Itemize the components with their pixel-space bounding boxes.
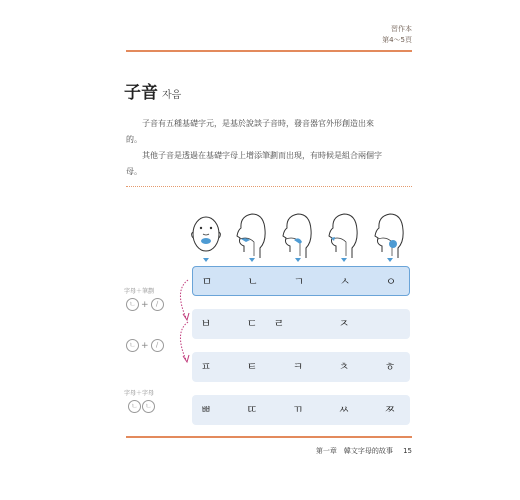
jamo: ㅌ (246, 360, 258, 373)
marker-2 (249, 258, 255, 262)
letter-circle-icon: ㄴ (126, 298, 139, 311)
section-title (124, 78, 181, 103)
jamo: ㅎ (384, 360, 396, 373)
chapter-title: 第一章 韓文字母的故事 (315, 447, 393, 455)
paragraph-1-line-2: 的。 (126, 135, 142, 144)
paragraph-1-line-1: 子音有五種基礎字元，是基於說談子音時，發音器官外形創造出來 (142, 119, 374, 128)
jamo: ㄲ (292, 403, 304, 416)
jamo: ㅃ (200, 403, 212, 416)
tongue-back-head-icon (283, 214, 311, 258)
jamo: ㅂ (200, 317, 212, 330)
jamo: ㄸ (246, 403, 258, 416)
teeth-head-icon (329, 214, 357, 258)
arrow-to-row-2 (180, 280, 188, 318)
double-legend-label: 字母＋字母 (124, 390, 155, 397)
marker-5 (387, 258, 393, 262)
stroke-added-row-2 (192, 352, 410, 382)
lips-head-icon (192, 217, 221, 251)
articulation-diagram (186, 208, 416, 266)
workbook-pages: 第4～5頁 (382, 36, 412, 44)
double-legend (128, 400, 155, 413)
letter-circle-icon: ㄴ (126, 339, 139, 352)
marker-1 (203, 258, 209, 262)
basic-consonants-row (192, 266, 410, 296)
jamo: ㅉ (384, 403, 396, 416)
jamo: ㄹ (273, 317, 285, 330)
letter-circle-icon: ㄴ (128, 400, 141, 413)
jamo: ㅆ (338, 403, 350, 416)
jamo: ㅅ (339, 275, 351, 288)
jamo: ㅍ (200, 360, 212, 373)
letter-circle-icon: ㄴ (142, 400, 155, 413)
footer-rule (126, 436, 412, 438)
stroke-added-row-1 (192, 309, 410, 339)
tongue-tip-head-icon (237, 214, 265, 258)
page-number: 15 (403, 447, 412, 455)
derivation-arrows (168, 276, 192, 366)
stroke-legend-1 (126, 298, 164, 311)
jamo: ㅋ (292, 360, 304, 373)
arrow-to-row-3 (180, 322, 188, 360)
jamo: ㅈ (338, 317, 350, 330)
throat-head-icon (375, 214, 403, 258)
jamo: ㅊ (338, 360, 350, 373)
paragraph-2-line-1: 其他子音是透過在基礎字母上增添筆劃而出現，有時候是組合兩個字 (142, 151, 382, 160)
page-footer (316, 446, 412, 456)
plus-sign: + (141, 340, 149, 351)
jamo: ㄴ (247, 275, 259, 288)
section-divider (126, 186, 412, 187)
double-consonants-row (192, 395, 410, 425)
plus-sign: + (141, 299, 149, 310)
stroke-legend-2 (126, 339, 164, 352)
header-rule (126, 50, 412, 52)
jamo: ㄷ (246, 317, 258, 330)
stroke-circle-icon: ∕ (151, 339, 164, 352)
marker-4 (341, 258, 347, 262)
paragraph-2-line-2: 母。 (126, 167, 142, 176)
jamo: ㄱ (293, 275, 305, 288)
workbook-label: 習作本 (391, 25, 412, 33)
jamo: ㅁ (201, 275, 213, 288)
jamo: ㅇ (385, 275, 397, 288)
title-korean: 자음 (162, 90, 182, 101)
title-main: 子音 (124, 83, 158, 103)
stroke-legend-label: 字母＋筆劃 (124, 288, 155, 295)
marker-3 (295, 258, 301, 262)
stroke-circle-icon: ∕ (151, 298, 164, 311)
